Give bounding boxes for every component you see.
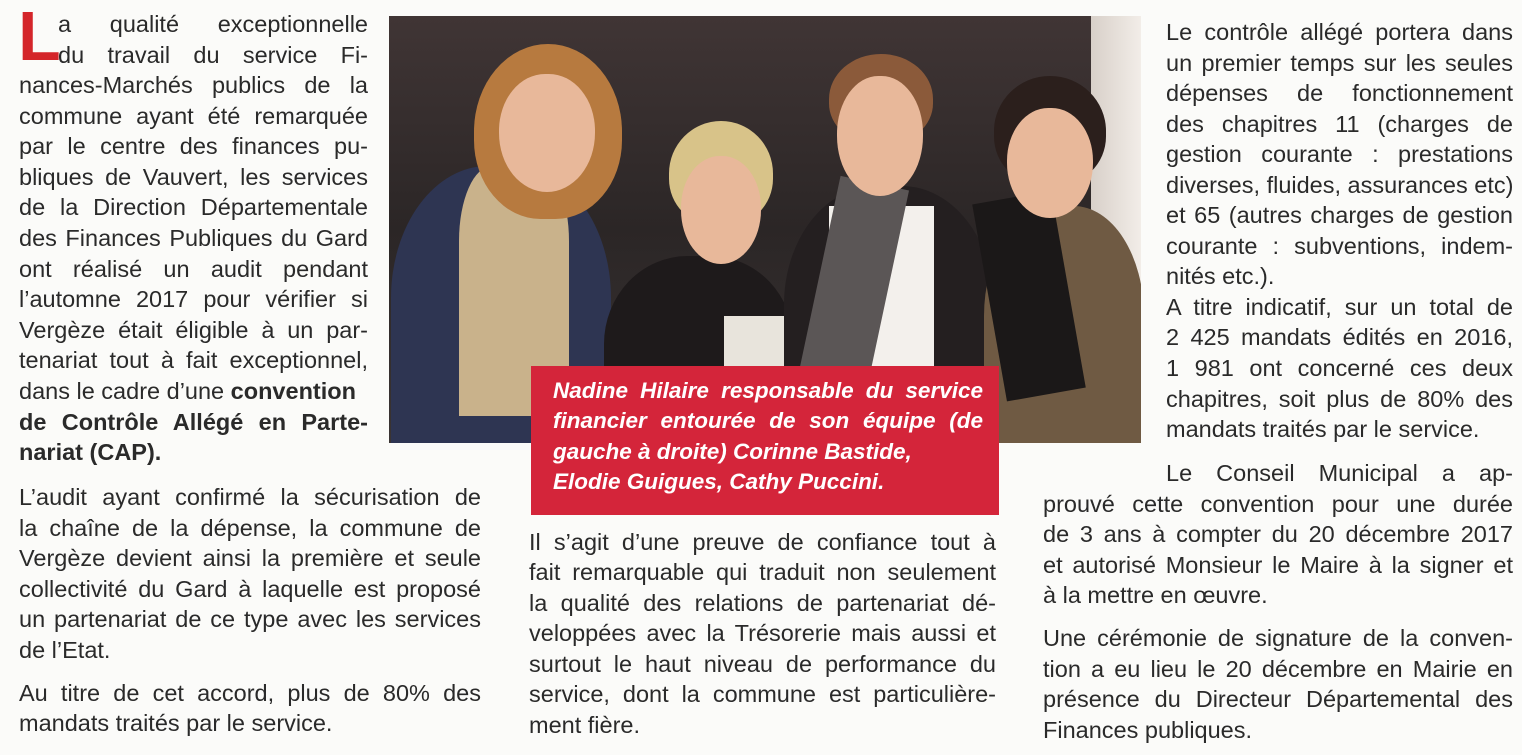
drop-cap: L xyxy=(18,0,61,75)
col3-para3-line: présence du Directeur Départemental des xyxy=(1043,686,1513,712)
col1-line: Vergèze était éligible à un par- xyxy=(19,317,368,343)
col3-para3-line: Une cérémonie de signature de la conven- xyxy=(1043,625,1513,651)
col3-line: des chapitres 11 (charges de xyxy=(1166,111,1513,137)
col1-para2-line: collectivité du Gard à laquelle est proposé xyxy=(19,576,481,602)
col1-line: ont réalisé un audit pendant xyxy=(19,256,368,282)
col3-line: Le contrôle allégé portera dans xyxy=(1166,19,1513,45)
col2-line: la qualité des relations de partenariat dé- xyxy=(529,590,996,616)
col2-line: Il s’agit d’une preuve de confiance tout à xyxy=(529,529,996,555)
col3-para3-line: tion a eu lieu le 20 décembre en Mairie en xyxy=(1043,656,1513,682)
col3-line: et 65 (autres charges de gestion xyxy=(1166,202,1513,228)
col1-para2-line: la chaîne de la dépense, la commune de xyxy=(19,515,481,541)
col1-line: tenariat tout à fait exceptionnel, xyxy=(19,347,368,373)
col1-line-text: dans le cadre d’une xyxy=(19,378,225,404)
col1-line: nances-Marchés publics de la xyxy=(19,72,368,98)
col3-para2-line: prouvé cette convention pour une durée xyxy=(1043,491,1513,517)
col1-para3-line: mandats traités par le service. xyxy=(19,710,333,736)
caption-line: financier entourée de son équipe (de xyxy=(553,408,983,433)
col1-line xyxy=(19,376,356,407)
col3-para2-line: Le Conseil Municipal a ap- xyxy=(1166,460,1513,486)
col1-line: a qualité exceptionnelle xyxy=(58,11,368,37)
col3-para3-line: Finances publiques. xyxy=(1043,717,1253,743)
caption-line: Nadine Hilaire responsable du service xyxy=(553,378,983,403)
col2-line: service, dont la commune est particulière- xyxy=(529,681,996,707)
col3-line: A titre indicatif, sur un total de xyxy=(1166,294,1513,320)
col3-line: mandats traités par le service. xyxy=(1166,416,1480,442)
col1-line: des Finances Publiques du Gard xyxy=(19,225,368,251)
col3-line: diverses, fluides, assurances etc) xyxy=(1166,172,1514,198)
col3-line: chapitres, soit plus de 80% des xyxy=(1166,386,1513,412)
col3-line: 1 981 ont concerné ces deux xyxy=(1166,355,1513,381)
col1-para2-line: un partenariat de ce type avec les services xyxy=(19,606,481,632)
col3-line: gestion courante : prestations xyxy=(1166,141,1513,167)
col3-line: nités etc.). xyxy=(1166,263,1275,289)
col1-para2-line: Vergèze devient ainsi la première et seule xyxy=(19,545,481,571)
col3-para2-line: à la mettre en œuvre. xyxy=(1043,582,1268,608)
col3-line: un premier temps sur les seules xyxy=(1166,50,1513,76)
col1-para3-line: Au titre de cet accord, plus de 80% des xyxy=(19,680,481,706)
caption-line: gauche à droite) Corinne Bastide, xyxy=(553,439,912,464)
col3-line: dépenses de fonctionnement xyxy=(1166,80,1513,106)
col3-line: courante : subventions, indem- xyxy=(1166,233,1513,259)
col1-para2-line: de l’Etat. xyxy=(19,637,111,663)
photo-caption xyxy=(531,366,999,515)
col1-line: bliques de Vauvert, les services xyxy=(19,164,368,190)
col2-line: surtout le haut niveau de performance du xyxy=(529,651,996,677)
col1-line: commune ayant été remarquée xyxy=(19,103,368,129)
col2-line: veloppées avec la Trésorerie mais aussi et xyxy=(529,620,996,646)
bold-term: convention xyxy=(230,378,356,404)
col2-line: ment fière. xyxy=(529,712,641,738)
col3-para2-line: et autorisé Monsieur le Maire à la signer et xyxy=(1043,552,1513,578)
col1-line-bold: nariat (CAP). xyxy=(19,439,162,465)
col1-line: de la Direction Départementale xyxy=(19,194,368,220)
col3-para2-line: de 3 ans à compter du 20 décembre 2017 xyxy=(1043,521,1513,547)
col1-para2-line: L’audit ayant confirmé la sécurisation de xyxy=(19,484,481,510)
col3-line: 2 425 mandats édités en 2016, xyxy=(1166,324,1513,350)
col1-line: par le centre des finances pu- xyxy=(19,133,368,159)
col1-line: l’automne 2017 pour vérifier si xyxy=(19,286,368,312)
col1-line-bold: de Contrôle Allégé en Parte- xyxy=(19,409,368,435)
col1-line: du travail du service Fi- xyxy=(58,42,368,68)
col2-line: fait remarquable qui traduit non seulement xyxy=(529,559,996,585)
caption-line: Elodie Guigues, Cathy Puccini. xyxy=(553,469,885,494)
